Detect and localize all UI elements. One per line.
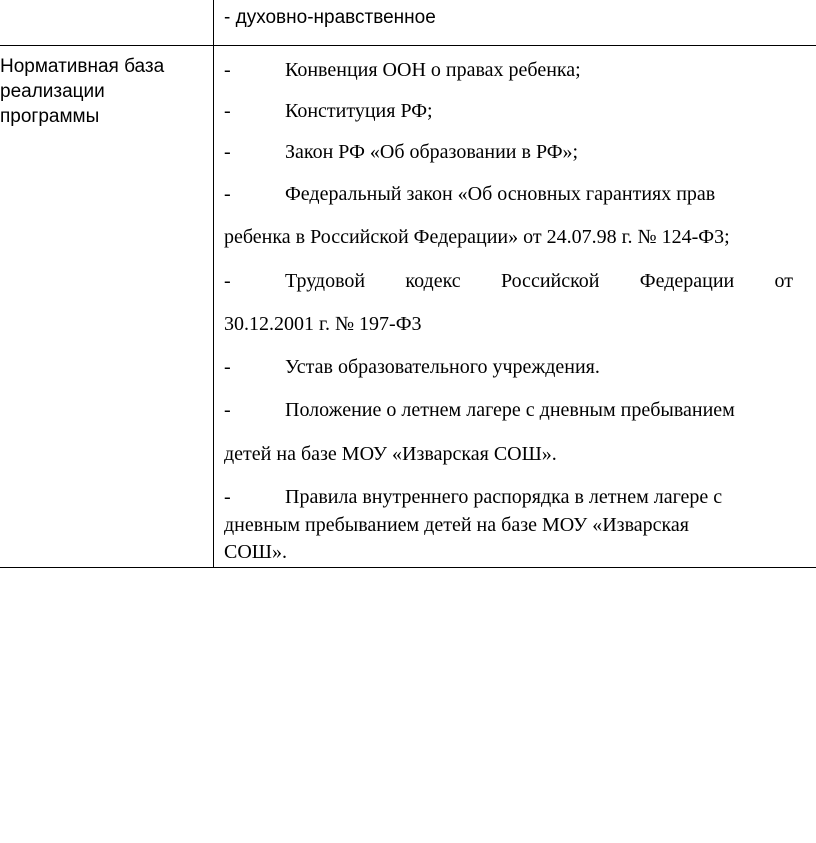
list-dash: - — [224, 183, 231, 205]
list-dash: - — [224, 100, 231, 122]
word: Трудовой — [285, 270, 366, 292]
list-item-continuation: СОШ». — [224, 541, 287, 563]
list-item-text: Закон РФ «Об образовании в РФ»; — [285, 141, 579, 163]
list-dash: - — [224, 270, 231, 292]
list-item-continuation: ребенка в Российской Федерации» от 24.07.98 г. № 124-Ф3; — [224, 226, 730, 248]
list-dash: - — [224, 356, 231, 378]
list-dash: - — [224, 486, 231, 508]
word: Федерации — [639, 270, 735, 292]
row-label-line-1: Нормативная база — [0, 56, 165, 77]
list-item-text: Федеральный закон «Об основных гарантиях прав — [285, 183, 716, 205]
row-label-cell — [0, 54, 210, 129]
row-divider — [0, 45, 816, 46]
list-item-continuation: дневным пребыванием детей на базе МОУ «Изварская — [224, 514, 689, 536]
row-label-line-3: программы — [0, 106, 100, 127]
top-row-text: - духовно-нравственное — [224, 7, 436, 28]
list-item-text: Устав образовательного учреждения. — [285, 356, 600, 378]
list-item-continuation: 30.12.2001 г. № 197-Ф3 — [224, 313, 422, 335]
word: от — [774, 270, 793, 292]
list-dash: - — [224, 141, 231, 163]
list-item-continuation: детей на базе МОУ «Изварская СОШ». — [224, 443, 557, 465]
row-label-line-2: реализации — [0, 81, 105, 102]
list-dash: - — [224, 59, 231, 81]
list-item-text: Конвенция ООН о правах ребенка; — [285, 59, 581, 81]
list-dash: - — [224, 399, 231, 421]
list-item-text: Положение о летнем лагере с дневным пребыванием — [285, 399, 735, 421]
table-bottom-border — [0, 567, 816, 568]
list-item-text: Правила внутреннего распорядка в летнем лагере с — [285, 486, 723, 508]
word: Российской — [500, 270, 600, 292]
word: кодекс — [405, 270, 461, 292]
column-divider — [213, 0, 214, 568]
list-item-text: Конституция РФ; — [285, 100, 433, 122]
list-item-text — [285, 269, 793, 293]
